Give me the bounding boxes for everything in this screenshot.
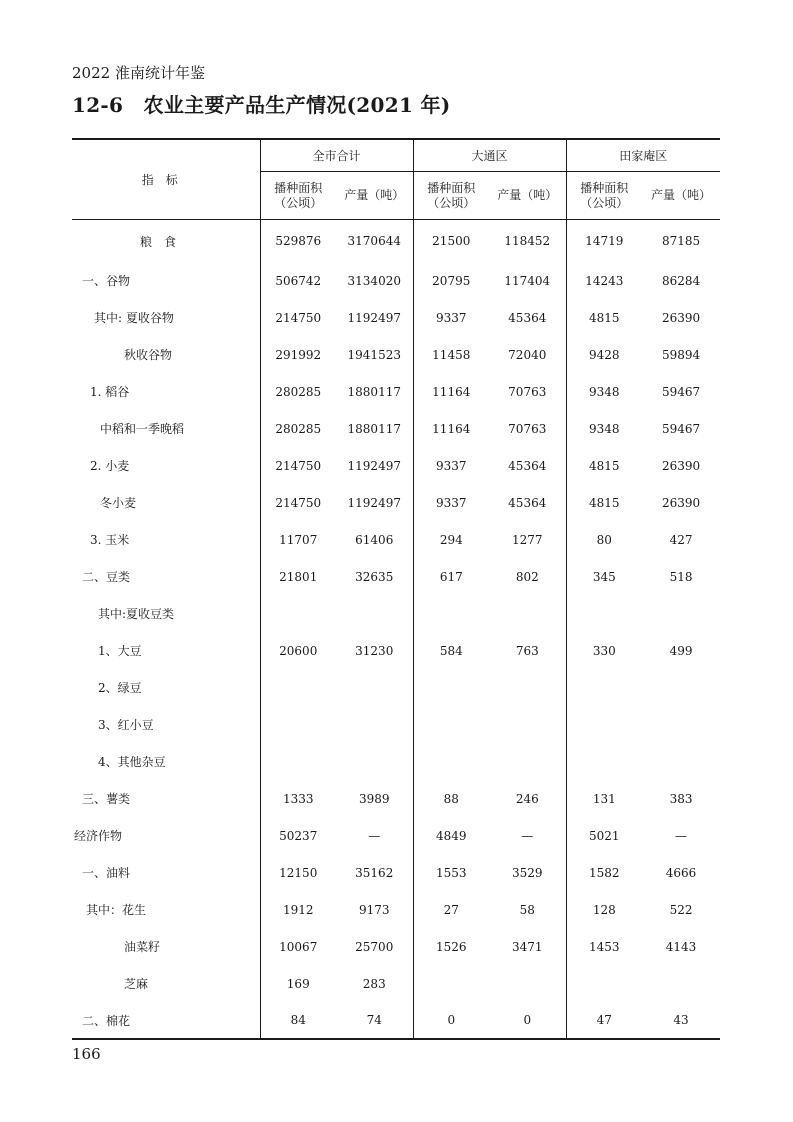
row-label: 中稻和一季晚稻 <box>100 422 185 436</box>
output-cell: 74 <box>336 1002 413 1039</box>
output-cell: 32635 <box>355 569 394 584</box>
output-cell: 72040 <box>508 347 547 362</box>
area-cell: 214750 <box>260 484 336 521</box>
area-cell: 9348 <box>566 373 642 410</box>
area-cell: 345 <box>566 558 642 595</box>
row-label: 其中: 夏收谷物 <box>94 311 174 325</box>
output-cell <box>336 669 413 706</box>
output-cell: — <box>675 828 688 843</box>
area-cell: 12150 <box>260 854 336 891</box>
table-row <box>72 632 720 669</box>
output-cell: 26390 <box>661 310 701 325</box>
table-row <box>72 780 720 817</box>
row-label: 秋收谷物 <box>124 348 173 362</box>
row-label: 1、大豆 <box>98 644 142 658</box>
output-cell: 31230 <box>355 643 394 658</box>
output-cell: 1941523 <box>347 347 401 362</box>
output-cell: 59467 <box>661 384 701 399</box>
row-label: 3. 玉米 <box>90 533 130 547</box>
area-cell <box>566 965 642 1002</box>
area-cell: 294 <box>413 521 489 558</box>
output-cell: 283 <box>362 976 386 991</box>
row-label: 二、棉花 <box>72 1002 260 1039</box>
area-cell: 50237 <box>260 817 336 854</box>
area-cell: 20795 <box>413 262 489 299</box>
output-cell: 1277 <box>512 532 543 547</box>
table-row <box>72 1002 720 1039</box>
area-cell <box>260 595 336 632</box>
row-label: 冬小麦 <box>100 496 137 510</box>
subheader-area: 播种面积 （公顷） <box>566 172 642 220</box>
row-label: 二、豆类 <box>82 570 131 584</box>
area-cell: 131 <box>566 780 642 817</box>
area-cell: 9428 <box>566 336 642 373</box>
output-cell: 4143 <box>665 939 697 954</box>
area-cell: 529876 <box>260 220 336 263</box>
output-cell: 3471 <box>512 939 543 954</box>
group-header-citywide: 全市合计 <box>260 139 413 172</box>
area-cell <box>413 965 489 1002</box>
area-cell: 80 <box>566 521 642 558</box>
output-cell: 3134020 <box>347 273 401 288</box>
output-cell: 118452 <box>504 234 551 248</box>
output-cell: 26390 <box>661 495 701 510</box>
table-body <box>72 220 720 1040</box>
area-cell: 291992 <box>260 336 336 373</box>
area-cell <box>413 669 489 706</box>
table-row <box>72 373 720 410</box>
area-cell: 1453 <box>566 928 642 965</box>
area-cell: 128 <box>566 891 642 928</box>
area-cell: 10067 <box>260 928 336 965</box>
area-cell: 5021 <box>566 817 642 854</box>
group-header-tianjiaan: 田家庵区 <box>566 139 720 172</box>
output-cell: 246 <box>515 791 539 806</box>
output-cell: 70763 <box>508 421 547 436</box>
area-cell: 9337 <box>413 299 489 336</box>
area-cell: 4849 <box>413 817 489 854</box>
output-cell: 499 <box>669 643 693 658</box>
output-cell: 383 <box>669 791 693 806</box>
area-cell: 20600 <box>260 632 336 669</box>
agriculture-table <box>72 138 720 1040</box>
output-cell: 58 <box>519 902 535 917</box>
output-cell: 35162 <box>355 865 394 880</box>
area-cell: 330 <box>566 632 642 669</box>
output-cell: 1880117 <box>347 421 401 436</box>
area-cell <box>566 743 642 780</box>
output-cell <box>489 743 566 780</box>
area-cell: 4815 <box>566 299 642 336</box>
area-cell <box>260 743 336 780</box>
table-row <box>72 410 720 447</box>
row-label: 4、其他杂豆 <box>98 755 166 769</box>
area-cell: 4815 <box>566 484 642 521</box>
row-label: 其中：花生 <box>86 903 147 917</box>
area-cell: 0 <box>413 1002 489 1039</box>
row-label: 一、谷物 <box>82 274 131 288</box>
area-cell: 506742 <box>260 262 336 299</box>
area-cell: 1553 <box>413 854 489 891</box>
table-row <box>72 669 720 706</box>
area-cell: 9337 <box>413 447 489 484</box>
subheader-area: 播种面积 （公顷） <box>260 172 336 220</box>
output-cell: 1192497 <box>347 458 401 473</box>
table-row <box>72 817 720 854</box>
area-cell <box>413 706 489 743</box>
output-cell: 61406 <box>355 532 394 547</box>
area-cell: 21801 <box>260 558 336 595</box>
area-cell: 14719 <box>566 220 642 263</box>
page-number: 166 <box>72 1045 101 1063</box>
area-cell: 169 <box>260 965 336 1002</box>
row-label: 3、红小豆 <box>98 718 154 732</box>
output-cell: 3989 <box>358 791 390 806</box>
table-row <box>72 220 720 263</box>
output-cell <box>336 595 413 632</box>
output-cell: 4666 <box>665 865 697 880</box>
table-row <box>72 262 720 299</box>
area-cell: 9348 <box>566 410 642 447</box>
output-cell <box>489 595 566 632</box>
area-cell: 584 <box>413 632 489 669</box>
output-cell <box>642 669 720 706</box>
row-label: 芝麻 <box>124 977 149 991</box>
output-cell: 59467 <box>661 421 701 436</box>
output-cell: — <box>521 828 534 843</box>
area-cell: 9337 <box>413 484 489 521</box>
output-cell: 59894 <box>661 347 701 362</box>
output-cell: 86284 <box>661 273 701 288</box>
area-cell <box>566 669 642 706</box>
output-cell: 0 <box>489 1002 566 1039</box>
output-cell: 522 <box>669 902 693 917</box>
area-cell <box>413 595 489 632</box>
table-row <box>72 928 720 965</box>
table-title: 12-6 农业主要产品生产情况(2021 年) <box>72 93 451 117</box>
area-cell: 21500 <box>413 220 489 263</box>
output-cell <box>642 743 720 780</box>
area-cell: 84 <box>260 1002 336 1039</box>
output-cell <box>489 706 566 743</box>
table-row <box>72 336 720 373</box>
area-cell: 280285 <box>260 373 336 410</box>
output-cell: 1192497 <box>347 495 401 510</box>
area-cell: 11458 <box>413 336 489 373</box>
area-cell <box>413 743 489 780</box>
area-cell: 617 <box>413 558 489 595</box>
row-label: 经济作物 <box>74 829 123 843</box>
row-label: 粮 食 <box>140 234 177 249</box>
area-cell <box>260 669 336 706</box>
area-cell: 11707 <box>260 521 336 558</box>
area-cell <box>566 595 642 632</box>
area-cell: 1333 <box>260 780 336 817</box>
area-cell: 214750 <box>260 447 336 484</box>
output-cell: 1192497 <box>347 310 401 325</box>
output-cell <box>642 965 720 1002</box>
row-label: 1. 稻谷 <box>90 385 130 399</box>
output-cell <box>642 595 720 632</box>
subheader-output: 产量（吨） <box>336 172 413 220</box>
row-label: 2. 小麦 <box>90 459 130 473</box>
output-cell: 25700 <box>355 939 394 954</box>
output-cell <box>336 706 413 743</box>
table-row <box>72 595 720 632</box>
output-cell: — <box>368 828 381 843</box>
group-header-datong: 大通区 <box>413 139 566 172</box>
area-cell: 214750 <box>260 299 336 336</box>
output-cell: 802 <box>515 569 539 584</box>
subheader-output: 产量（吨） <box>642 172 720 220</box>
subheader-output: 产量（吨） <box>489 172 566 220</box>
indicator-header: 指标 <box>72 139 260 220</box>
table-row <box>72 706 720 743</box>
table-row <box>72 558 720 595</box>
area-cell: 27 <box>413 891 489 928</box>
row-label: 一、油料 <box>82 866 131 880</box>
area-cell: 1526 <box>413 928 489 965</box>
table-row <box>72 891 720 928</box>
output-cell: 45364 <box>508 495 547 510</box>
table-row <box>72 447 720 484</box>
output-cell <box>336 743 413 780</box>
output-cell: 9173 <box>358 902 390 917</box>
area-cell: 1582 <box>566 854 642 891</box>
table-row <box>72 743 720 780</box>
row-label: 三、薯类 <box>82 792 131 806</box>
area-cell: 14243 <box>566 262 642 299</box>
yearbook-title: 2022 淮南统计年鉴 <box>72 64 205 82</box>
area-cell <box>260 706 336 743</box>
table-row <box>72 484 720 521</box>
area-cell <box>566 706 642 743</box>
output-cell: 3170644 <box>347 234 401 248</box>
table-row <box>72 521 720 558</box>
output-cell: 518 <box>669 569 693 584</box>
output-cell <box>489 669 566 706</box>
area-cell: 4815 <box>566 447 642 484</box>
output-cell: 763 <box>515 643 539 658</box>
subheader-area: 播种面积 （公顷） <box>413 172 489 220</box>
row-label: 油菜籽 <box>124 940 161 954</box>
area-cell: 280285 <box>260 410 336 447</box>
table-row <box>72 965 720 1002</box>
output-cell: 26390 <box>661 458 701 473</box>
row-label: 2、绿豆 <box>98 681 142 695</box>
output-cell: 117404 <box>504 273 551 288</box>
output-cell: 45364 <box>508 310 547 325</box>
area-cell: 1912 <box>260 891 336 928</box>
area-cell: 47 <box>566 1002 642 1039</box>
output-cell: 3529 <box>512 865 543 880</box>
table-row <box>72 854 720 891</box>
output-cell: 70763 <box>508 384 547 399</box>
area-cell: 11164 <box>413 410 489 447</box>
output-cell: 1880117 <box>347 384 401 399</box>
output-cell <box>642 706 720 743</box>
output-cell: 45364 <box>508 458 547 473</box>
table-row <box>72 299 720 336</box>
output-cell: 427 <box>669 532 693 547</box>
output-cell <box>489 965 566 1002</box>
area-cell: 11164 <box>413 373 489 410</box>
row-label: 其中:夏收豆类 <box>98 607 175 621</box>
area-cell: 88 <box>413 780 489 817</box>
output-cell: 43 <box>642 1002 720 1039</box>
output-cell: 87185 <box>661 234 701 248</box>
